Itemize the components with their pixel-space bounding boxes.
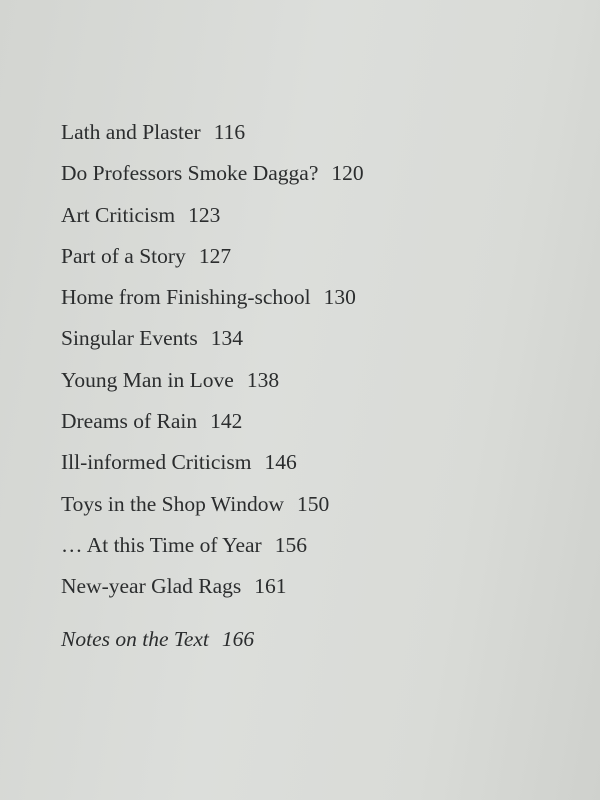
entry-title: … At this Time of Year (61, 532, 262, 557)
toc-entry (61, 447, 364, 488)
entry-title: Notes on the Text (61, 627, 209, 651)
entry-title: Do Professors Smoke Dagga? (61, 161, 319, 186)
entry-page: 138 (246, 367, 280, 392)
entry-title: Singular Events (61, 326, 198, 351)
toc-entry-notes (61, 624, 254, 654)
toc-entry (61, 406, 364, 447)
entry-page: 156 (274, 532, 307, 557)
entry-page: 146 (264, 450, 297, 475)
entry-title: Young Man in Love (61, 367, 234, 392)
entry-page: 166 (221, 627, 255, 651)
toc-entry (61, 323, 364, 364)
entry-title: Art Criticism (61, 202, 176, 227)
toc-entry (61, 117, 364, 158)
entry-page: 116 (213, 120, 246, 144)
entry-title: Dreams of Rain (61, 409, 198, 434)
toc-entry (61, 241, 364, 282)
entry-title: Lath and Plaster (61, 120, 201, 144)
toc-entry (61, 489, 364, 530)
entry-page: 142 (210, 409, 243, 434)
entry-title: Part of a Story (61, 243, 186, 268)
entry-page: 123 (188, 202, 221, 227)
entry-page: 130 (323, 285, 356, 310)
entry-title: Ill-informed Criticism (61, 450, 252, 475)
table-of-contents (61, 117, 364, 613)
toc-entry (61, 365, 364, 406)
entry-title: New-year Glad Rags (61, 574, 242, 599)
entry-page: 134 (210, 326, 243, 351)
entry-page: 150 (297, 491, 330, 516)
entry-page: 127 (198, 243, 232, 268)
toc-entry (61, 282, 364, 323)
toc-entry (61, 571, 364, 612)
toc-entry (61, 530, 364, 571)
entry-title: Toys in the Shop Window (61, 491, 284, 516)
toc-entry (61, 158, 364, 199)
entry-page: 161 (254, 574, 287, 599)
toc-entry (61, 200, 364, 241)
entry-page: 120 (331, 161, 364, 186)
entry-title: Home from Finishing-school (61, 285, 311, 310)
